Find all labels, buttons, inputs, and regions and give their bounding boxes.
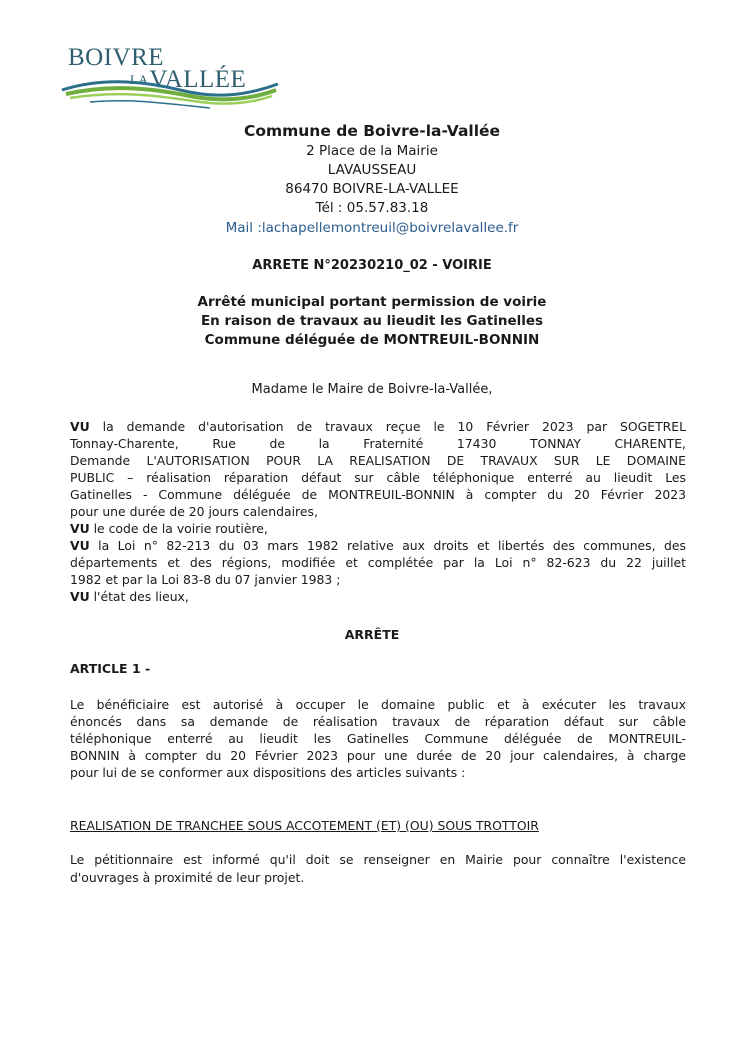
- commune-logo: [60, 40, 280, 125]
- section-line: d'ouvrages à proximité de leur projet.: [70, 870, 305, 885]
- vu-line: 1982 et par la Loi 83-8 du 07 janvier 1983 ;: [70, 572, 341, 587]
- article-line: Le bénéficiaire est autorisé à occuper le domaine public et à exécuter les travaux: [70, 697, 686, 712]
- logo-text-la: LA: [130, 72, 149, 87]
- logo-text-boivre: BOIVRE: [68, 44, 165, 71]
- vu-line: pour une durée de 20 jours calendaires,: [70, 504, 318, 519]
- vu-keyword: VU: [70, 538, 90, 553]
- section-heading: REALISATION DE TRANCHEE SOUS ACCOTEMENT (ET) (OU) SOUS TROTTOIR: [70, 818, 539, 833]
- vu-line: [70, 538, 686, 553]
- article-line: BONNIN à compter du 20 Février 2023 pour une durée de 20 jour calendaires, à charge: [70, 748, 686, 763]
- article-line: téléphonique enterré au lieudit les Gatinelles Commune déléguée de MONTREUIL-: [70, 731, 686, 746]
- article-line: énoncés dans sa demande de réalisation travaux de réparation défaut sur câble: [70, 714, 686, 729]
- address-line-2: LAVAUSSEAU: [327, 162, 417, 178]
- vu-line: [70, 589, 686, 604]
- arrete-number: ARRETE N°20230210_02 - VOIRIE: [252, 258, 492, 273]
- vu-text: le code de la voirie routière,: [89, 521, 268, 536]
- article-line: pour lui de se conformer aux dispositions des articles suivants :: [70, 765, 466, 780]
- address-line-1: 2 Place de la Mairie: [306, 143, 438, 159]
- vu-keyword: VU: [70, 589, 90, 604]
- mail-address: Mail :lachapellemontreuil@boivrelavallee.fr: [225, 220, 519, 236]
- vu-text: l'état des lieux,: [89, 589, 189, 604]
- vu-line: Tonnay-Charente, Rue de la Fraternité 17430 TONNAY CHARENTE,: [70, 436, 686, 451]
- arrete-heading: ARRÊTE: [344, 627, 400, 642]
- vu-keyword: VU: [70, 419, 90, 434]
- phone-number: Tél : 05.57.83.18: [315, 200, 429, 216]
- vu-text: la demande d'autorisation de travaux reçue le 10 Février 2023 par SOGETREL: [89, 419, 686, 434]
- logo-wave-icon: [60, 76, 280, 116]
- address-line-3: 86470 BOIVRE-LA-VALLEE: [285, 181, 459, 197]
- logo-text-vallee-word: VALLÉE: [149, 66, 247, 93]
- vu-line: Demande L'AUTORISATION POUR LA REALISATION DE TRAVAUX SUR LE DOMAINE: [70, 453, 686, 468]
- vu-keyword: VU: [70, 521, 90, 536]
- vu-line: [70, 419, 686, 434]
- vu-line: Gatinelles - Commune déléguée de MONTREUIL-BONNIN à compter du 20 Février 2023: [70, 487, 686, 502]
- salutation: Madame le Maire de Boivre-la-Vallée,: [251, 382, 493, 397]
- vu-line: [70, 521, 686, 536]
- vu-line: PUBLIC – réalisation réparation défaut sur câble téléphonique enterré au lieudit Les: [70, 470, 686, 485]
- commune-name: Commune de Boivre-la-Vallée: [243, 122, 501, 140]
- subtitle-line-2: En raison de travaux au lieudit les Gatinelles: [200, 313, 544, 329]
- vu-text: la Loi n° 82-213 du 03 mars 1982 relative aux droits et libertés des communes, des: [89, 538, 686, 553]
- vu-line: départements et des régions, modifiée et complétée par la Loi n° 82-623 du 22 juillet: [70, 555, 686, 570]
- section-line: Le pétitionnaire est informé qu'il doit se renseigner en Mairie pour connaître l'existence: [70, 852, 686, 867]
- article-1-title: ARTICLE 1 -: [70, 661, 151, 676]
- subtitle-line-1: Arrêté municipal portant permission de voirie: [197, 294, 547, 310]
- subtitle-line-3: Commune déléguée de MONTREUIL-BONNIN: [204, 332, 540, 348]
